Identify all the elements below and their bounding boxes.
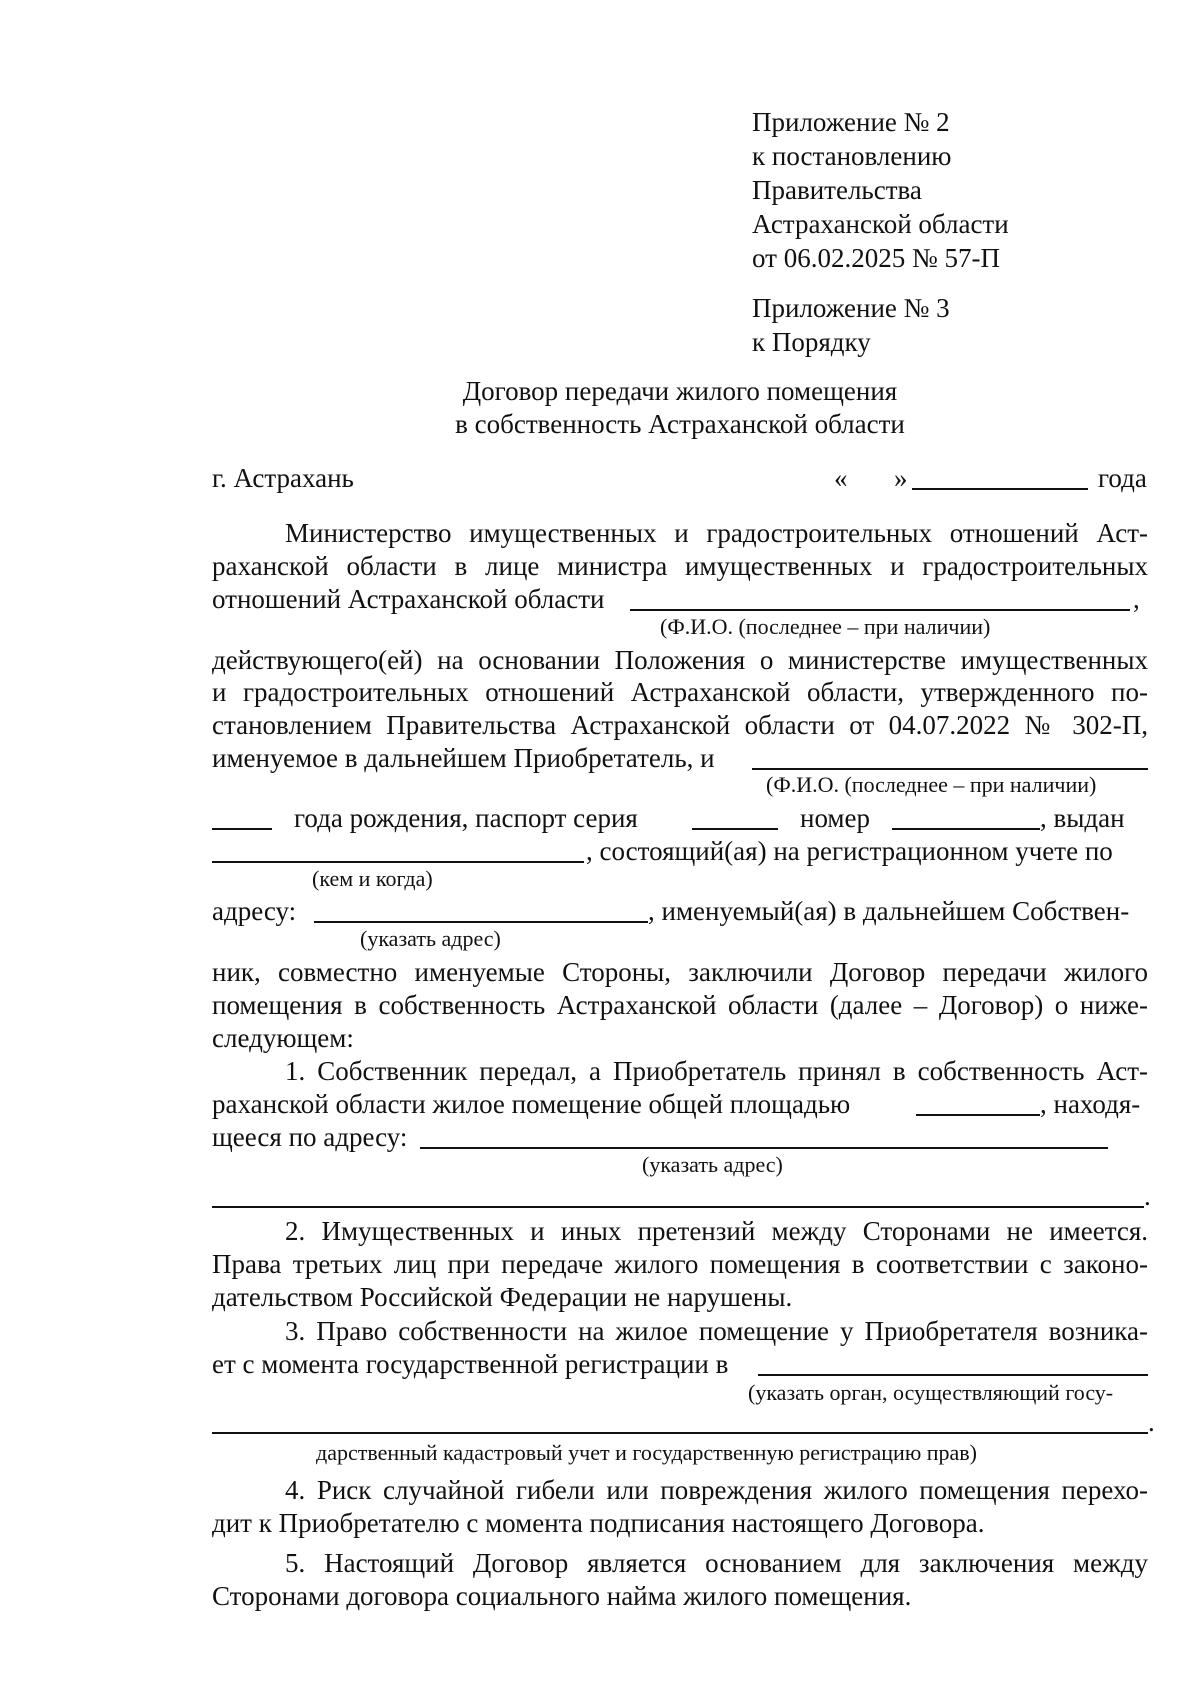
preamble-line-12: помещения в собственность Астраханской области (далее – Договор) о ниже- <box>212 990 1148 1020</box>
hint-address-2: (указать адрес) <box>642 1152 783 1177</box>
birth-year-blank[interactable] <box>212 828 272 830</box>
clause-3-line-2: ет с момента государственной регистрации в <box>212 1349 729 1379</box>
preamble-line-8-a: года рождения, паспорт серия <box>294 803 638 833</box>
hint-issued: (кем и когда) <box>312 866 433 891</box>
clause-4-line-2: дит к Приобретателю с момента подписания настоящего Договора. <box>212 1508 985 1538</box>
appendix-line-3: Правительства <box>752 175 922 205</box>
title-line-2: в собственность Астраханской области <box>455 409 905 439</box>
property-address-blank-2[interactable] <box>212 1206 1144 1208</box>
preamble-line-8-c: , выдан <box>1040 803 1125 833</box>
preamble-line-8-b: номер <box>800 803 871 833</box>
area-blank[interactable] <box>916 1114 1040 1116</box>
preamble-line-10-b: , именуемый(ая) в дальнейшем Собствен- <box>648 896 1130 926</box>
registration-organ-blank-2[interactable] <box>212 1432 1148 1434</box>
title-line-1: Договор передачи жилого помещения <box>462 376 898 406</box>
hint-address-1: (указать адрес) <box>360 926 501 951</box>
clause-5-line-2: Сторонами договора социального найма жилого помещения. <box>212 1581 912 1611</box>
appendix-line-1: Приложение № 2 <box>752 107 950 137</box>
clause-1-line-3: щееся по адресу: <box>212 1122 408 1152</box>
clause-4-line-1: 4. Риск случайной гибели или повреждения жилого помещения перехо- <box>285 1475 1148 1505</box>
preamble-line-7: именуемое в дальнейшем Приобретатель, и <box>212 743 715 773</box>
passport-issued-blank[interactable] <box>212 861 584 863</box>
hint-organ-2: дарственный кадастровый учет и государственную регистрацию прав) <box>316 1440 978 1465</box>
sub-appendix-line-2: к Порядку <box>752 327 871 357</box>
property-address-blank[interactable] <box>420 1147 1108 1149</box>
quote-close: » <box>894 463 908 493</box>
appendix-line-2: к постановлению <box>752 141 952 171</box>
appendix-line-5: от 06.02.2025 № 57-П <box>752 243 1000 273</box>
clause-3-line-1: 3. Право собственности на жилое помещение у Приобретателя возника- <box>285 1316 1148 1346</box>
clause-1-dot: . <box>1144 1181 1151 1211</box>
registration-organ-blank[interactable] <box>758 1374 1148 1376</box>
sub-appendix-line-1: Приложение № 3 <box>752 293 950 323</box>
date-blank[interactable] <box>912 488 1088 490</box>
preamble-line-3: отношений Астраханской области <box>212 584 605 614</box>
preamble-line-3-comma: , <box>1133 584 1140 614</box>
preamble-line-13: следующем: <box>212 1023 354 1053</box>
owner-address-blank[interactable] <box>314 921 648 923</box>
minister-name-blank[interactable] <box>630 609 1130 611</box>
year-word: года <box>1098 463 1147 493</box>
city: г. Астрахань <box>212 463 354 493</box>
clause-2-line-1: 2. Имущественных и иных претензий между Сторонами не имеется. <box>285 1216 1148 1246</box>
preamble-line-4: действующего(ей) на основании Положения о министерстве имущественных <box>212 645 1148 675</box>
preamble-line-11: ник, совместно именуемые Стороны, заключили Договор передачи жилого <box>212 957 1148 987</box>
clause-1-line-1: 1. Собственник передал, а Приобретатель принял в собственность Аст- <box>285 1056 1148 1086</box>
owner-name-blank[interactable] <box>752 768 1148 770</box>
passport-number-blank[interactable] <box>892 828 1040 830</box>
hint-fio-2: (Ф.И.О. (последнее – при наличии) <box>766 772 1097 797</box>
preamble-line-6: становлением Правительства Астраханской области от 04.07.2022 № 302-П, <box>212 710 1148 740</box>
preamble-line-10-a: адресу: <box>212 896 297 926</box>
appendix-line-4: Астраханской области <box>752 209 1009 239</box>
quote-open: « <box>834 463 848 493</box>
clause-1-line-2-b: , находя- <box>1040 1089 1141 1119</box>
preamble-line-2: раханской области в лице министра имущественных и градостроительных <box>212 551 1148 581</box>
clause-2-line-2: Права третьих лиц при передаче жилого помещения в соответствии с законо- <box>212 1249 1148 1279</box>
preamble-line-9: , состоящий(ая) на регистрационном учете по <box>586 836 1113 866</box>
clause-5-line-1: 5. Настоящий Договор является основанием для заключения между <box>285 1548 1148 1578</box>
clause-3-dot: . <box>1148 1407 1155 1437</box>
hint-fio-1: (Ф.И.О. (последнее – при наличии) <box>660 614 991 639</box>
preamble-line-1: Министерство имущественных и градостроительных отношений Аст- <box>285 518 1148 548</box>
hint-organ-1: (указать орган, осуществляющий госу- <box>748 1380 1114 1405</box>
passport-series-blank[interactable] <box>692 828 778 830</box>
clause-1-line-2-a: раханской области жилое помещение общей площадью <box>212 1089 851 1119</box>
preamble-line-5: и градостроительных отношений Астраханской области, утвержденного по- <box>212 677 1148 707</box>
clause-2-line-3: дательством Российской Федерации не нарушены. <box>212 1282 793 1312</box>
